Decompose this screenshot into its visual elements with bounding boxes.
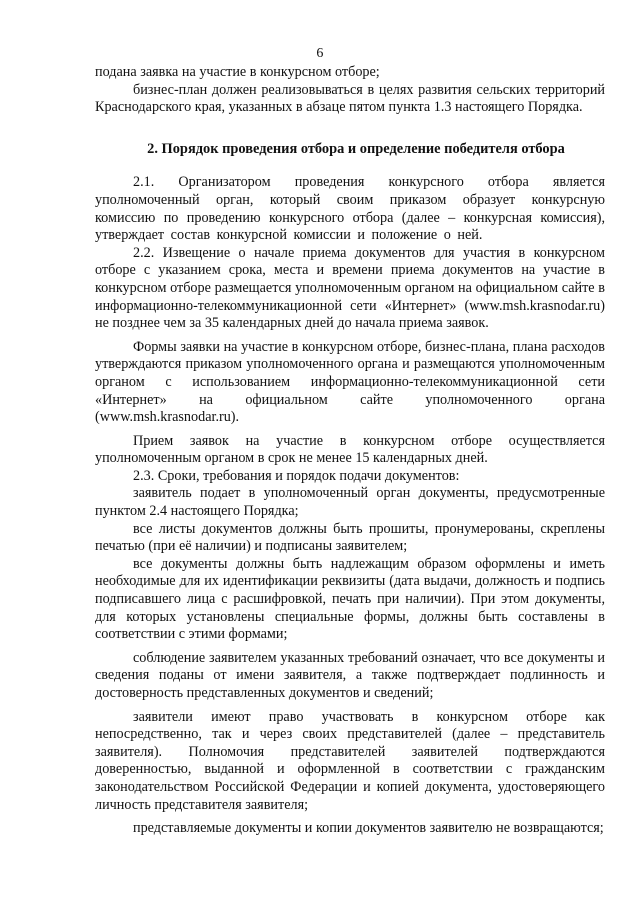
paragraph: заявители имеют право участвовать в конкурсном отборе как непосредственно, так и через своих представителей (далее – представитель заявителя). Полномочия представителей заявителей подтверждаются доверенностью, выданной и оформленной в соответствии с гражданским законодательством Российской Федерации и копией документа, удостоверяющего личность представителя заявителя; bbox=[95, 708, 605, 813]
paragraph: соблюдение заявителем указанных требований означает, что все документы и сведения поданы от имени заявителя, а также подтверждает подлинность и достоверность представленных документов и сведений; bbox=[95, 649, 605, 701]
paragraph: подана заявка на участие в конкурсном отборе; bbox=[95, 64, 380, 80]
paragraph: Прием заявок на участие в конкурсном отборе осуществляется уполномоченным органом в срок не менее 15 календарных дней. bbox=[95, 432, 605, 467]
document-body bbox=[95, 64, 605, 838]
paragraph: бизнес-план должен реализовываться в целях развития сельских территорий Краснодарского края, указанных в абзаце пятом пункта 1.3 настоящего Порядка. bbox=[95, 81, 605, 116]
paragraph: 2.1. Организатором проведения конкурсного отбора является уполномоченный орган, который своим приказом образует конкурсную комиссию по проведению конкурсного отбора (далее – конкурсная комиссия), утверждает состав конкурсной комиссии и положение о ней. bbox=[95, 174, 605, 244]
paragraph: все листы документов должны быть прошиты, пронумерованы, скреплены печатью (при её наличии) и подписаны заявителем; bbox=[95, 520, 605, 555]
section-heading: 2. Порядок проведения отбора и определение победителя отбора bbox=[147, 140, 565, 157]
paragraph: Формы заявки на участие в конкурсном отборе, бизнес-плана, плана расходов утверждаются приказом уполномоченного органа и размещаются уполномоченным органом с использованием информационно-телекоммуникационной сети «Интернет» на официальном сайте уполномоченного органа (www.msh.krasnodar.ru). bbox=[95, 338, 605, 426]
paragraph: все документы должны быть надлежащим образом оформлены и иметь необходимые для их идентификации реквизиты (дата выдачи, должность и подпись подписавшего лица с расшифровкой, печать при наличии). При этом документы, для которых установлены специальные формы, должны быть составлены в соответствии с этими формами; bbox=[95, 555, 605, 643]
paragraph: представляемые документы и копии документов заявителю не возвращаются; bbox=[133, 820, 604, 837]
paragraph: 2.3. Сроки, требования и порядок подачи документов: bbox=[133, 467, 460, 484]
paragraph: 2.2. Извещение о начале приема документов для участия в конкурсном отборе с указанием срока, места и времени приема документов на участие в конкурсном отборе размещается уполномоченным органом на официальном сайте в информационно-телекоммуникационной сети «Интернет» (www.msh.krasnodar.ru) не позднее чем за 35 календарных дней до начала приема заявок. bbox=[95, 244, 605, 332]
paragraph: заявитель подает в уполномоченный орган документы, предусмотренные пунктом 2.4 настоящего Порядка; bbox=[95, 485, 605, 520]
page-number: 6 bbox=[316, 46, 324, 61]
